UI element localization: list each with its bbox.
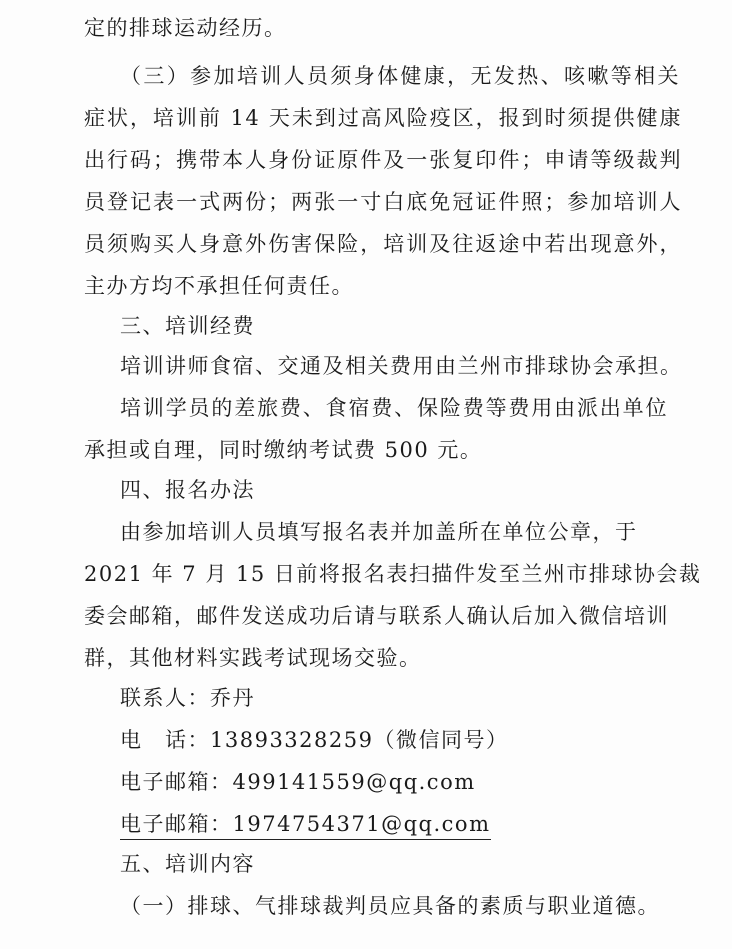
text-line-2: （三）参加培训人员须身体健康，无发热、咳嗽等相关	[120, 64, 680, 88]
text-line-4: 出行码；携带本人身份证原件及一张复印件；申请等级裁判	[84, 148, 682, 172]
section-heading-4: 四、报名办法	[120, 478, 255, 502]
text-line-6: 员须购买人身意外伤害保险，培训及往返途中若出现意外，	[84, 232, 682, 256]
text-line-14: 2021 年 7 月 15 日前将报名表扫描件发至兰州市排球协会裁	[84, 562, 702, 586]
text-line-5: 员登记表一式两份；两张一寸白底免冠证件照；参加培训人	[84, 190, 682, 214]
text-line-11: 承担或自理，同时缴纳考试费 500 元。	[84, 438, 483, 462]
contact-phone: 电 话：13893328259（微信同号）	[120, 728, 509, 752]
text-line-22: （一）排球、气排球裁判员应具备的素质与职业道德。	[120, 894, 660, 918]
text-line-9: 培训讲师食宿、交通及相关费用由兰州市排球协会承担。	[120, 354, 683, 378]
text-line-15: 委会邮箱，邮件发送成功后请与联系人确认后加入微信培训	[84, 604, 669, 628]
text-line-16: 群，其他材料实践考试现场交验。	[84, 646, 422, 670]
contact-person: 联系人：乔丹	[120, 686, 255, 710]
section-heading-3: 三、培训经费	[120, 314, 255, 338]
text-line-3: 症状，培训前 14 天未到过高风险疫区，报到时须提供健康	[84, 106, 682, 130]
contact-email-1: 电子邮箱：499141559@qq.com	[120, 770, 476, 794]
text-line-13: 由参加培训人员填写报名表并加盖所在单位公章，于	[120, 520, 638, 544]
text-line-1: 定的排球运动经历。	[84, 16, 287, 40]
section-heading-5: 五、培训内容	[120, 852, 255, 876]
contact-email-2: 电子邮箱：1974754371@qq.com	[120, 810, 491, 840]
text-line-7: 主办方均不承担任何责任。	[84, 274, 354, 298]
text-line-10: 培训学员的差旅费、食宿费、保险费等费用由派出单位	[120, 396, 668, 420]
